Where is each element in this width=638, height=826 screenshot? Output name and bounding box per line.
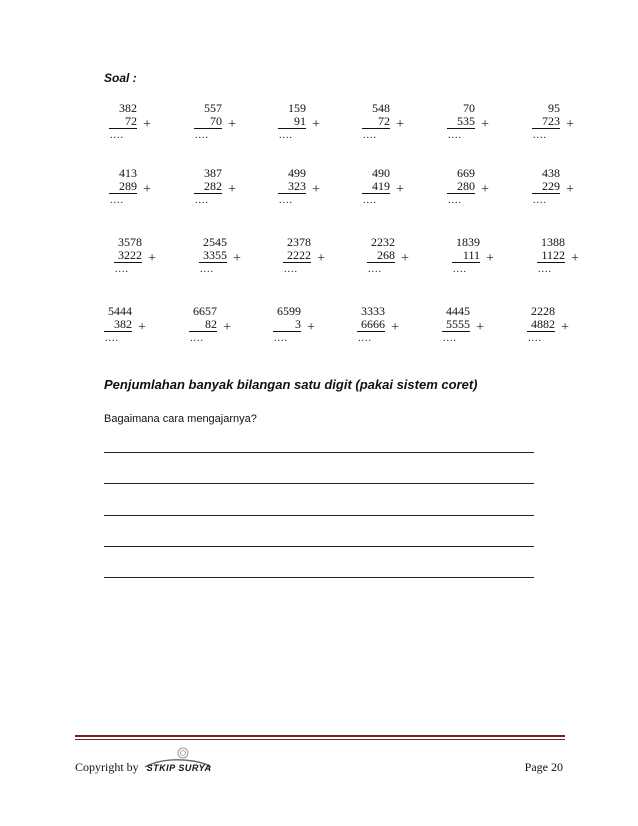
addition-problem [261, 304, 315, 345]
addend-bottom: 723 [532, 115, 560, 129]
plus-sign: + [233, 251, 241, 266]
copyright-text: Copyright by [75, 760, 139, 774]
addition-problem [92, 304, 146, 345]
plus-sign: + [228, 117, 236, 132]
plus-sign: + [312, 117, 320, 132]
page-number: Page 20 [524, 760, 563, 774]
plus-sign: + [307, 320, 315, 335]
answer-blank: .... [195, 195, 209, 206]
answer-line [104, 577, 534, 578]
addend-bottom: 535 [447, 115, 475, 129]
addition-problem [271, 235, 325, 276]
answer-line [104, 515, 534, 516]
addition-problem [355, 235, 409, 276]
addend-bottom: 280 [447, 180, 475, 194]
logo-text: STKIP SURYA [146, 762, 212, 773]
addend-bottom: 3 [273, 318, 301, 332]
addend-bottom: 70 [194, 115, 222, 129]
problem-row [0, 167, 638, 219]
addend-bottom: 111 [452, 249, 480, 263]
answer-line [104, 546, 534, 547]
question-text: Bagaimana cara mengajarnya? [104, 413, 257, 425]
addend-bottom: 2222 [283, 249, 311, 263]
addend-top: 2228 [531, 304, 555, 318]
stkip-surya-logo [147, 763, 212, 773]
addition-problem [266, 101, 320, 142]
answer-blank: .... [528, 333, 542, 344]
addend-top: 438 [542, 166, 560, 180]
plus-sign: + [481, 117, 489, 132]
answer-blank: .... [358, 333, 372, 344]
addend-top: 5444 [108, 304, 132, 318]
addition-problem [187, 235, 241, 276]
addend-bottom: 323 [278, 180, 306, 194]
addend-top: 557 [204, 101, 222, 115]
answer-blank: .... [448, 130, 462, 141]
plus-sign: + [476, 320, 484, 335]
addend-top: 3333 [361, 304, 385, 318]
addition-problem [520, 166, 574, 207]
plus-sign: + [228, 182, 236, 197]
plus-sign: + [223, 320, 231, 335]
addend-bottom: 72 [362, 115, 390, 129]
answer-blank: .... [105, 333, 119, 344]
addition-problem [345, 304, 399, 345]
addend-bottom: 3222 [114, 249, 142, 263]
addition-problem [525, 235, 579, 276]
addend-bottom: 5555 [442, 318, 470, 332]
addend-bottom: 3355 [199, 249, 227, 263]
plus-sign: + [396, 182, 404, 197]
addend-bottom: 4882 [527, 318, 555, 332]
addend-top: 2232 [371, 235, 395, 249]
plus-sign: + [566, 182, 574, 197]
answer-blank: .... [363, 130, 377, 141]
plus-sign: + [312, 182, 320, 197]
footer-copyright [75, 760, 212, 775]
plus-sign: + [143, 117, 151, 132]
answer-blank: .... [443, 333, 457, 344]
addend-bottom: 1122 [537, 249, 565, 263]
addend-top: 382 [119, 101, 137, 115]
addition-problem [182, 101, 236, 142]
addition-problem [350, 101, 404, 142]
problem-row [0, 305, 638, 357]
addend-top: 70 [463, 101, 475, 115]
addend-top: 4445 [446, 304, 470, 318]
plus-sign: + [138, 320, 146, 335]
plus-sign: + [396, 117, 404, 132]
plus-sign: + [148, 251, 156, 266]
addition-problem [435, 101, 489, 142]
addition-problem [97, 166, 151, 207]
answer-blank: .... [110, 130, 124, 141]
addend-top: 548 [372, 101, 390, 115]
plus-sign: + [391, 320, 399, 335]
answer-blank: .... [279, 195, 293, 206]
addend-top: 3578 [118, 235, 142, 249]
answer-blank: .... [190, 333, 204, 344]
addition-problem [520, 101, 574, 142]
addend-top: 490 [372, 166, 390, 180]
addition-problem [350, 166, 404, 207]
addend-top: 2378 [287, 235, 311, 249]
plus-sign: + [481, 182, 489, 197]
answer-blank: .... [115, 264, 129, 275]
addend-top: 159 [288, 101, 306, 115]
addend-top: 6657 [193, 304, 217, 318]
addend-top: 6599 [277, 304, 301, 318]
addition-problem [102, 235, 156, 276]
answer-blank: .... [110, 195, 124, 206]
addend-top: 1839 [456, 235, 480, 249]
addend-bottom: 82 [189, 318, 217, 332]
answer-blank: .... [284, 264, 298, 275]
plus-sign: + [486, 251, 494, 266]
addend-bottom: 6666 [357, 318, 385, 332]
addend-bottom: 72 [109, 115, 137, 129]
plus-sign: + [401, 251, 409, 266]
addend-top: 413 [119, 166, 137, 180]
answer-blank: .... [533, 195, 547, 206]
answer-blank: .... [363, 195, 377, 206]
answer-blank: .... [195, 130, 209, 141]
answer-line [104, 483, 534, 484]
footer-rule-thin [75, 739, 565, 740]
addition-problem [430, 304, 484, 345]
answer-line [104, 452, 534, 453]
addend-top: 499 [288, 166, 306, 180]
answer-blank: .... [368, 264, 382, 275]
addend-top: 669 [457, 166, 475, 180]
addition-problem [266, 166, 320, 207]
addend-bottom: 382 [104, 318, 132, 332]
addition-problem [177, 304, 231, 345]
addend-bottom: 282 [194, 180, 222, 194]
addition-problem [182, 166, 236, 207]
addend-top: 387 [204, 166, 222, 180]
addend-top: 95 [548, 101, 560, 115]
addend-top: 2545 [203, 235, 227, 249]
answer-blank: .... [200, 264, 214, 275]
plus-sign: + [561, 320, 569, 335]
answer-blank: .... [453, 264, 467, 275]
addend-bottom: 268 [367, 249, 395, 263]
plus-sign: + [317, 251, 325, 266]
answer-blank: .... [274, 333, 288, 344]
addition-problem [440, 235, 494, 276]
addend-bottom: 91 [278, 115, 306, 129]
addend-bottom: 289 [109, 180, 137, 194]
plus-sign: + [566, 117, 574, 132]
answer-blank: .... [279, 130, 293, 141]
addition-problem [435, 166, 489, 207]
footer-rule-thick [75, 735, 565, 737]
section-title: Penjumlahan banyak bilangan satu digit (pakai sistem coret) [104, 377, 478, 392]
plus-sign: + [143, 182, 151, 197]
problem-row [0, 236, 638, 288]
addend-top: 1388 [541, 235, 565, 249]
addend-bottom: 229 [532, 180, 560, 194]
addend-bottom: 419 [362, 180, 390, 194]
answer-blank: .... [538, 264, 552, 275]
plus-sign: + [571, 251, 579, 266]
answer-blank: .... [533, 130, 547, 141]
soal-heading: Soal : [104, 71, 137, 85]
addition-problem [97, 101, 151, 142]
answer-blank: .... [448, 195, 462, 206]
problem-row [0, 102, 638, 154]
addition-problem [515, 304, 569, 345]
